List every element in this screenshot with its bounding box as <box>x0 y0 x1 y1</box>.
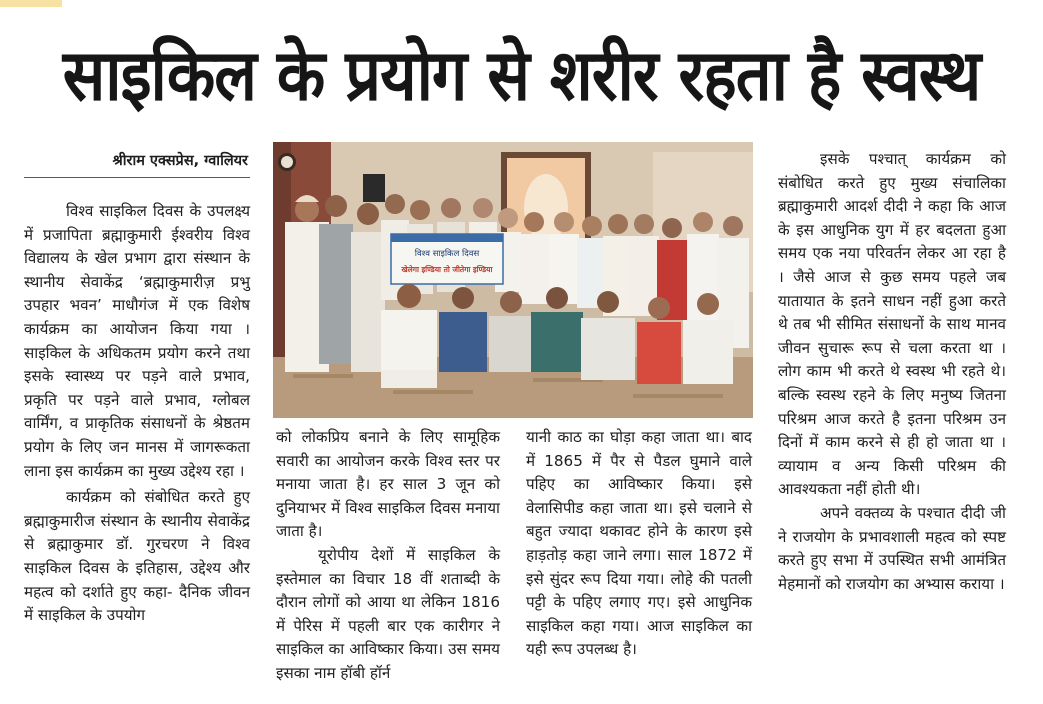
paragraph: को लोकप्रिय बनाने के लिए सामूहिक सवारी का आयोजन करके विश्व स्तर पर मनाया जाता है। हर साल 3 जून को दुनियाभर में विश्व साइकिल दिवस मनाया जाता है। <box>276 428 500 541</box>
corner-highlight <box>0 0 62 7</box>
banner-line-1: विश्व साइकिल दिवस <box>414 249 480 259</box>
group-photo-illustration <box>273 142 753 418</box>
paragraph: यानी काठ का घोड़ा कहा जाता था। बाद में 1865 में पैर से पैडल घुमाने वाले पहिए का आविष्कार किया। इसे वेलासिपीड कहा जाता था। इसे चलाने से बहुत ज्यादा थकावट होने के कारण इसे हाड़तोड़ कहा जाने लगा। साल 1872 में इसे सुंदर रूप दिया गया। लोहे की पतली पट्टी के पहिए लगाए गए। इसे आधुनिक साइकिल कहा गया। आज साइकिल का यही रूप उपलब्ध है। <box>526 428 752 659</box>
paragraph: कार्यक्रम को संबोधित करते हुए ब्रह्माकुमारीज संस्थान के स्थानीय सेवाकेंद्र से ब्रह्माकुमार डॉ. गुरचरण ने विश्व साइकिल दिवस के इतिहास, उद्देश्य और महत्व को दर्शाते हुए कहा- दैनिक जीवन में साइकिल के उपयोग <box>24 488 250 625</box>
article-column-3 <box>526 426 752 662</box>
byline: श्रीराम एक्सप्रेस, ग्वालियर <box>112 153 248 169</box>
headline: साइकिल के प्रयोग से शरीर रहता है स्वस्थ <box>62 34 981 117</box>
paragraph: इसके पश्चात् कार्यक्रम को संबोधित करते हुए मुख्य संचालिका ब्रह्माकुमारी आदर्श दीदी ने कहा कि आज के इस आधुनिक युग में हर बदलता हुआ समय एक नया परिवर्तन लेकर आ रहा है । जैसे आज से कुछ समय पहले जब यातायात के इतने साधन नहीं हुआ करते थे तब भी सीमित संसाधनों के साथ मानव जीवन सुचारू रूप से चला करता था । लोग काम भी करते थे स्वस्थ भी रहते थे। बल्कि स्वस्थ रहने के लिए मनुष्य जितना परिश्रम आज करते है इतना परिश्रम उन दिनों में काम करने से ही हो जाता था । व्यायाम व अन्य किसी परिश्रम की आवश्यकता नहीं होती थी। <box>778 150 1006 499</box>
article-column-1 <box>24 150 250 628</box>
banner-line-2: खेलेगा इण्डिया तो जीतेगा इण्डिया <box>401 265 493 274</box>
article-column-2 <box>276 426 500 686</box>
paragraph: यूरोपीय देशों में साइकिल के इस्तेमाल का विचार 18 वीं शताब्दी के दौरान लोगों को आया था लेकिन 1816 में पेरिस में पहली बार एक कारीगर ने साइकिल का आविष्कार किया। उस समय इसका नाम हॉबी हॉर्न <box>276 545 500 682</box>
event-photo <box>273 142 753 418</box>
byline-rule <box>24 177 250 178</box>
paragraph: विश्व साइकिल दिवस के उपलक्ष्य में प्रजापिता ब्रह्माकुमारी ईश्वरीय विश्व विद्यालय के खेल प्रभाग द्वारा संस्थान के स्थानीय सेवाकेंद्र ‘ब्रह्माकुमारीज़ प्रभु उपहार भवन’ माधौगंज में एक विशेष कार्यक्रम का आयोजन किया गया । साइकिल के अधिकतम प्रयोग करने तथा इसके स्वास्थ्य पर पड़ने वाले प्रभाव, प्रकृति पर पड़ने वाले प्रभाव, ग्लोबल वार्मिंग, व प्राकृतिक संसाधनों के श्रेष्ठतम प्रयोग के लिए जन मानस में जागरूकता लाना इस कार्यक्रम का मुख्य उद्देश्य रहा । <box>24 202 250 480</box>
article-column-4 <box>778 148 1006 596</box>
paragraph: अपने वक्तव्य के पश्चात दीदी जी ने राजयोग के प्रभावशाली महत्व को स्पष्ट करते हुए सभा में उपस्थित सभी आमंत्रित मेहमानों को राजयोग का अभ्यास कराया । <box>778 503 1006 593</box>
